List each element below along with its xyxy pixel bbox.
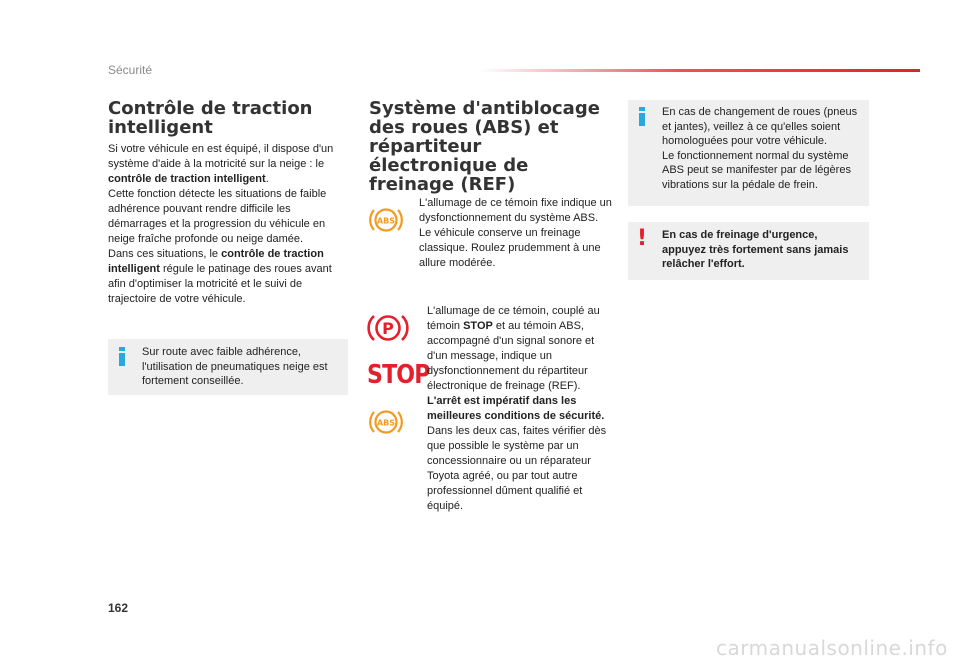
ref-text-1-end: et au témoin ABS, accompagné d'un signal sonore et d'un message, indique un dysfonctionnement du répartiteur électronique de freinage (REF). xyxy=(427,320,595,392)
wheel-change-info-text xyxy=(662,105,864,192)
watermark: carmanualsonline.info xyxy=(716,636,948,660)
ref-stop-word: STOP xyxy=(463,320,493,332)
traction-p3-start: Dans ces situations, le xyxy=(108,248,219,260)
traction-p2: Cette fonction détecte les situations de faible adhérence pouvant rendre difficile les démarrages et la progression du véhicule en neige fraîche profonde ou neige damée. xyxy=(108,188,327,245)
traction-p1: Si votre véhicule en est équipé, il dispose d'un système d'aide à la motricité sur la neige : le xyxy=(108,143,334,170)
ref-text-2: Dans les deux cas, faites vérifier dès que possible le système par un concessionnaire ou un réparateur Toyota agréé, ou par tout autre professionnel dûment qualifié et équipé. xyxy=(427,425,607,512)
wheel-info-1: En cas de changement de roues (pneus et jantes), veillez à ce qu'elles soient homologuées pour votre véhicule. xyxy=(662,106,858,147)
traction-p3-end: régule le patinage des roues avant afin d'optimiser la motricité et le suivi de trajectoire de votre véhicule. xyxy=(108,263,332,305)
header-divider xyxy=(480,69,920,72)
abs-icon-label: ABS xyxy=(376,216,396,226)
stop-warning-icon: STOP xyxy=(367,360,430,390)
snow-tire-info-text: Sur route avec faible adhérence, l'utilisation de pneumatiques neige est fortement conseillée. xyxy=(142,346,328,387)
brake-warning-icon xyxy=(367,310,409,346)
wheel-change-info-box xyxy=(628,100,869,206)
abs-icon-label-secondary: ABS xyxy=(376,418,396,428)
page-number: 162 xyxy=(108,601,129,615)
snow-tire-info-box xyxy=(108,339,348,395)
wheel-info-2: Le fonctionnement normal du système ABS peut se manifester par de légères vibrations sur la pédale de frein. xyxy=(662,149,851,191)
traction-p1-end: . xyxy=(265,173,269,185)
info-icon xyxy=(119,347,127,367)
abs-warning-icon xyxy=(368,204,404,236)
abs-text-1: L'allumage de ce témoin fixe indique un dysfonctionnement du système ABS. xyxy=(419,197,612,224)
info-icon xyxy=(639,107,647,127)
abs-title: Système d'antiblocage des roues (ABS) et répartiteur électronique de freinage (REF) xyxy=(369,98,600,195)
emergency-brake-warning-box xyxy=(628,222,869,280)
abs-text-2: Le véhicule conserve un freinage classique. Roulez prudemment à une allure modérée. xyxy=(419,227,601,269)
ref-description xyxy=(427,304,615,514)
brake-icon-label: P xyxy=(382,319,394,338)
traction-p1-bold: contrôle de traction intelligent xyxy=(108,173,266,185)
abs-warning-icon-secondary xyxy=(368,406,404,438)
abs-description xyxy=(419,196,614,271)
traction-p3-bold: contrôle de traction intelligent xyxy=(108,248,324,275)
exclamation-icon: ! xyxy=(637,226,648,251)
emergency-brake-warning-text: En cas de freinage d'urgence, appuyez très fortement sans jamais relâcher l'effort. xyxy=(662,229,849,270)
ref-bold-warning: L'arrêt est impératif dans les meilleures conditions de sécurité. xyxy=(427,395,605,422)
traction-body xyxy=(108,142,348,307)
ref-text-1-start: L'allumage de ce témoin, couplé au témoin xyxy=(427,305,600,332)
traction-title: Contrôle de traction intelligent xyxy=(108,98,313,138)
section-label: Sécurité xyxy=(108,63,153,77)
